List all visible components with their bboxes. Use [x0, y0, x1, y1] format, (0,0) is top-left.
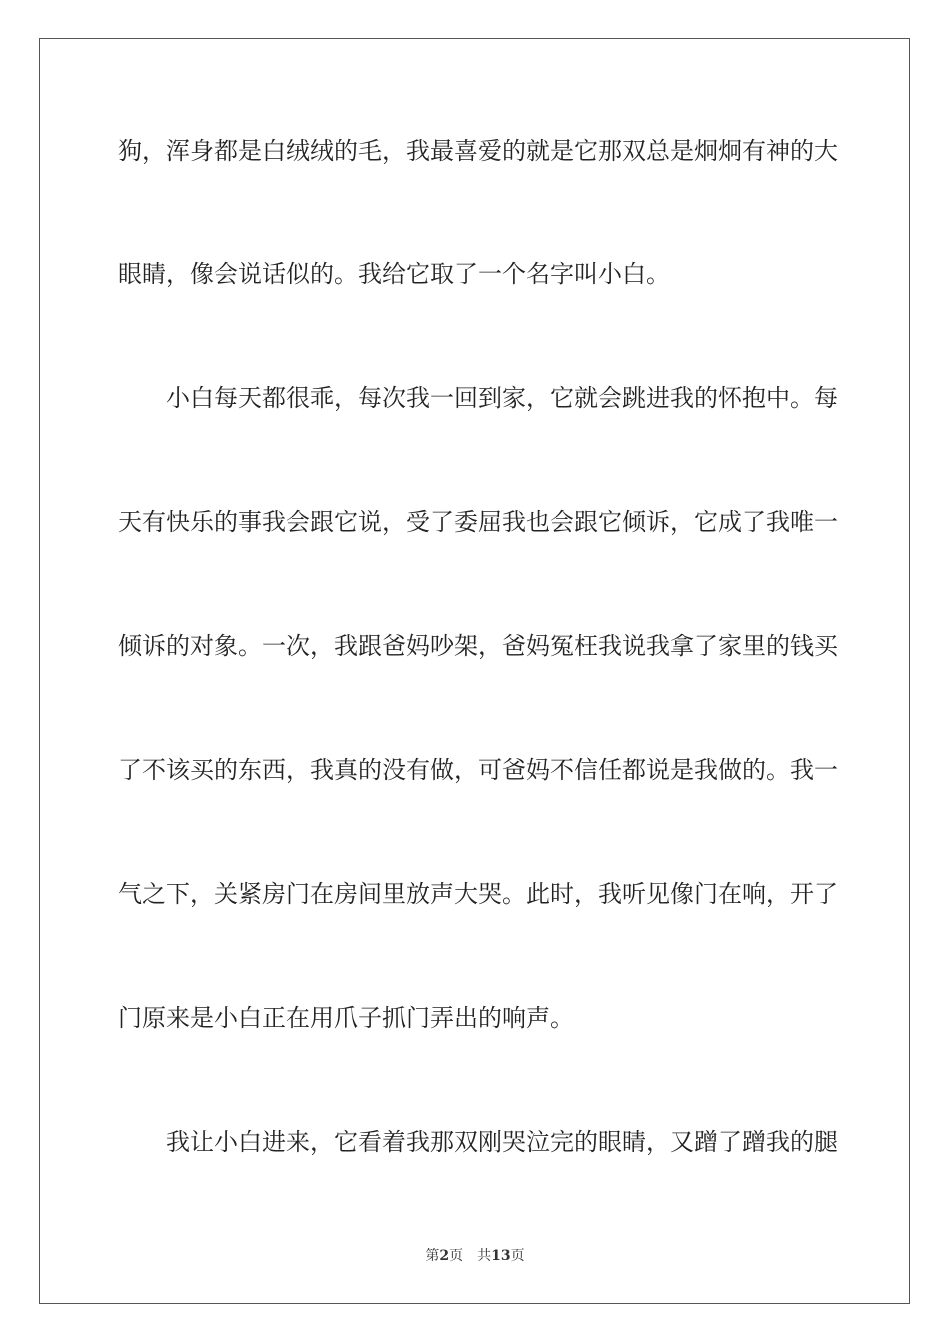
paragraph-first-line: 小白每天都很乖，每次我一回到家，它就会跳进我的怀抱中。每: [166, 384, 838, 412]
page-total-prefix: 共: [477, 1248, 492, 1264]
text-line: 了不该买的东西，我真的没有做，可爸妈不信任都说是我做的。我一: [118, 756, 838, 784]
text-line: 门原来是小白正在用爪子抓门弄出的响声。: [118, 1004, 574, 1032]
page-total-count: 13: [491, 1248, 511, 1264]
text-line: 气之下，关紧房门在房间里放声大哭。此时，我听见像门在响，开了: [118, 880, 838, 908]
text-line: 天有快乐的事我会跟它说，受了委屈我也会跟它倾诉，它成了我唯一: [118, 508, 838, 536]
page-number-prefix: 第: [425, 1248, 440, 1264]
page-number-suffix: 页: [449, 1248, 464, 1264]
page-total-suffix: 页: [510, 1248, 525, 1264]
page-number-current: 2: [439, 1248, 450, 1264]
text-line: 狗，浑身都是白绒绒的毛，我最喜爱的就是它那双总是炯炯有神的大: [118, 137, 838, 165]
paragraph-first-line: 我让小白进来，它看着我那双刚哭泣完的眼睛，又蹭了蹭我的腿: [166, 1128, 838, 1156]
text-line: 倾诉的对象。一次，我跟爸妈吵架，爸妈冤枉我说我拿了家里的钱买: [118, 632, 838, 660]
page-border: [39, 38, 910, 1304]
text-line: 眼睛，像会说话似的。我给它取了一个名字叫小白。: [118, 260, 670, 288]
page-footer: [0, 1246, 950, 1266]
